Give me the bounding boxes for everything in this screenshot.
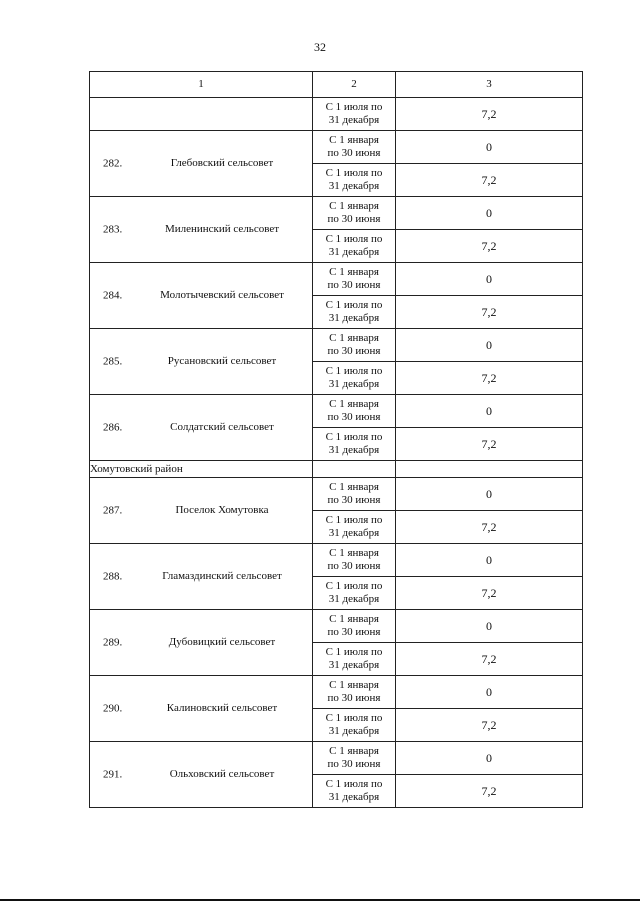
period-line: 31 декабря bbox=[328, 659, 380, 671]
period-line: по 30 июня bbox=[327, 147, 381, 159]
municipality-name: Ольховский сельсовет bbox=[169, 768, 275, 780]
period-line: по 30 июня bbox=[327, 758, 381, 770]
rate-value: 7,2 bbox=[396, 362, 583, 395]
rate-value: 0 bbox=[396, 676, 583, 709]
period-line: по 30 июня bbox=[327, 213, 381, 225]
district-row bbox=[90, 461, 583, 478]
municipality-cell bbox=[90, 395, 313, 461]
period-line: С 1 января bbox=[329, 200, 379, 212]
rate-value: 0 bbox=[396, 742, 583, 775]
row-number: 291. bbox=[103, 768, 123, 780]
period-cell bbox=[313, 478, 396, 511]
period-line: С 1 января bbox=[329, 481, 379, 493]
municipality-cell bbox=[90, 544, 313, 610]
rate-value: 7,2 bbox=[396, 511, 583, 544]
table-row bbox=[90, 610, 583, 643]
table-row bbox=[90, 98, 583, 131]
district-name: Хомутовский район bbox=[90, 461, 313, 478]
period-cell bbox=[313, 395, 396, 428]
period-line: 31 декабря bbox=[328, 312, 380, 324]
period-line: С 1 января bbox=[329, 679, 379, 691]
municipality-cell bbox=[90, 263, 313, 329]
municipality-name: Миленинский сельсовет bbox=[164, 223, 280, 235]
rate-value: 0 bbox=[396, 395, 583, 428]
period-line: 31 декабря bbox=[328, 593, 380, 605]
period-line: С 1 января bbox=[329, 134, 379, 146]
table-row bbox=[90, 676, 583, 709]
period-line: С 1 января bbox=[329, 332, 379, 344]
row-number: 290. bbox=[103, 702, 123, 714]
period-line: 31 декабря bbox=[328, 444, 380, 456]
period-cell bbox=[313, 362, 396, 395]
municipality-name: Поселок Хомутовка bbox=[175, 504, 269, 516]
row-number: 288. bbox=[103, 570, 123, 582]
district-empty-cell bbox=[396, 461, 583, 478]
municipality-name: Глебовский сельсовет bbox=[170, 157, 274, 169]
period-cell bbox=[313, 197, 396, 230]
row-number: 286. bbox=[103, 421, 123, 433]
table-row bbox=[90, 263, 583, 296]
table-row bbox=[90, 329, 583, 362]
period-cell bbox=[313, 676, 396, 709]
municipality-name: Гламаздинский сельсовет bbox=[162, 570, 282, 582]
period-line: 31 декабря bbox=[328, 114, 380, 126]
period-line: по 30 июня bbox=[327, 560, 381, 572]
period-line: С 1 января bbox=[329, 266, 379, 278]
period-cell bbox=[313, 775, 396, 808]
municipality-cell bbox=[90, 676, 313, 742]
rate-value: 7,2 bbox=[396, 709, 583, 742]
period-line: С 1 июля по bbox=[325, 431, 383, 443]
municipality-name: Молотычевский сельсовет bbox=[160, 289, 284, 301]
period-line: С 1 января bbox=[329, 613, 379, 625]
period-line: С 1 января bbox=[329, 398, 379, 410]
rate-value: 7,2 bbox=[396, 230, 583, 263]
table-row bbox=[90, 478, 583, 511]
period-line: по 30 июня bbox=[327, 345, 381, 357]
municipality-cell bbox=[90, 478, 313, 544]
period-line: 31 декабря bbox=[328, 378, 380, 390]
bottom-rule bbox=[0, 899, 640, 901]
row-number: 289. bbox=[103, 636, 123, 648]
period-line: по 30 июня bbox=[327, 411, 381, 423]
period-line: С 1 июля по bbox=[325, 646, 383, 658]
rate-value: 7,2 bbox=[396, 775, 583, 808]
period-line: С 1 июля по bbox=[325, 167, 383, 179]
period-line: С 1 июля по bbox=[325, 365, 383, 377]
rates-table bbox=[89, 71, 583, 808]
period-cell bbox=[313, 428, 396, 461]
rate-value: 7,2 bbox=[396, 296, 583, 329]
period-cell bbox=[313, 610, 396, 643]
period-line: С 1 июля по bbox=[325, 580, 383, 592]
column-header-3: 3 bbox=[396, 72, 583, 98]
period-line: С 1 июля по bbox=[325, 514, 383, 526]
period-cell bbox=[313, 230, 396, 263]
period-cell bbox=[313, 511, 396, 544]
period-line: по 30 июня bbox=[327, 626, 381, 638]
rate-value: 0 bbox=[396, 610, 583, 643]
period-line: по 30 июня bbox=[327, 494, 381, 506]
rate-value: 0 bbox=[396, 263, 583, 296]
period-line: С 1 июля по bbox=[325, 299, 383, 311]
rate-value: 0 bbox=[396, 131, 583, 164]
rate-value: 0 bbox=[396, 544, 583, 577]
table-row bbox=[90, 544, 583, 577]
period-line: 31 декабря bbox=[328, 725, 380, 737]
row-number: 282. bbox=[103, 157, 123, 169]
rate-value: 0 bbox=[396, 478, 583, 511]
period-line: 31 декабря bbox=[328, 180, 380, 192]
column-header-2: 2 bbox=[313, 72, 396, 98]
period-line: по 30 июня bbox=[327, 692, 381, 704]
table-row bbox=[90, 197, 583, 230]
rate-value: 7,2 bbox=[396, 577, 583, 610]
period-line: С 1 июля по bbox=[325, 778, 383, 790]
district-empty-cell bbox=[313, 461, 396, 478]
period-cell bbox=[313, 131, 396, 164]
period-cell bbox=[313, 98, 396, 131]
period-line: 31 декабря bbox=[328, 246, 380, 258]
page-number: 32 bbox=[314, 40, 326, 54]
municipality-cell bbox=[90, 329, 313, 395]
period-line: С 1 января bbox=[329, 745, 379, 757]
period-line: С 1 июля по bbox=[325, 233, 383, 245]
municipality-cell bbox=[90, 742, 313, 808]
municipality-cell bbox=[90, 610, 313, 676]
period-line: по 30 июня bbox=[327, 279, 381, 291]
period-cell bbox=[313, 544, 396, 577]
period-line: 31 декабря bbox=[328, 527, 380, 539]
name-cell-empty bbox=[90, 98, 313, 131]
municipality-name: Русановский сельсовет bbox=[167, 355, 277, 367]
period-cell bbox=[313, 742, 396, 775]
period-cell bbox=[313, 643, 396, 676]
row-number: 287. bbox=[103, 504, 123, 516]
table-row bbox=[90, 131, 583, 164]
period-cell bbox=[313, 577, 396, 610]
municipality-cell bbox=[90, 197, 313, 263]
rate-value: 7,2 bbox=[396, 98, 583, 131]
municipality-cell bbox=[90, 131, 313, 197]
municipality-name: Солдатский сельсовет bbox=[170, 421, 274, 433]
table-row bbox=[90, 395, 583, 428]
row-number: 283. bbox=[103, 223, 123, 235]
rate-value: 0 bbox=[396, 197, 583, 230]
rate-value: 7,2 bbox=[396, 164, 583, 197]
rate-value: 7,2 bbox=[396, 428, 583, 461]
column-header-1: 1 bbox=[90, 72, 313, 98]
period-cell bbox=[313, 329, 396, 362]
municipality-name: Калиновский сельсовет bbox=[166, 702, 278, 714]
municipality-name: Дубовицкий сельсовет bbox=[168, 636, 276, 648]
table-header-row bbox=[90, 72, 583, 98]
row-number: 285. bbox=[103, 355, 123, 367]
period-line: С 1 июля по bbox=[325, 712, 383, 724]
row-number: 284. bbox=[103, 289, 123, 301]
period-cell bbox=[313, 296, 396, 329]
period-cell bbox=[313, 164, 396, 197]
rate-value: 0 bbox=[396, 329, 583, 362]
period-line: С 1 июля по bbox=[325, 101, 383, 113]
period-line: С 1 января bbox=[329, 547, 379, 559]
period-cell bbox=[313, 263, 396, 296]
period-line: 31 декабря bbox=[328, 791, 380, 803]
table-row bbox=[90, 742, 583, 775]
period-cell bbox=[313, 709, 396, 742]
rate-value: 7,2 bbox=[396, 643, 583, 676]
